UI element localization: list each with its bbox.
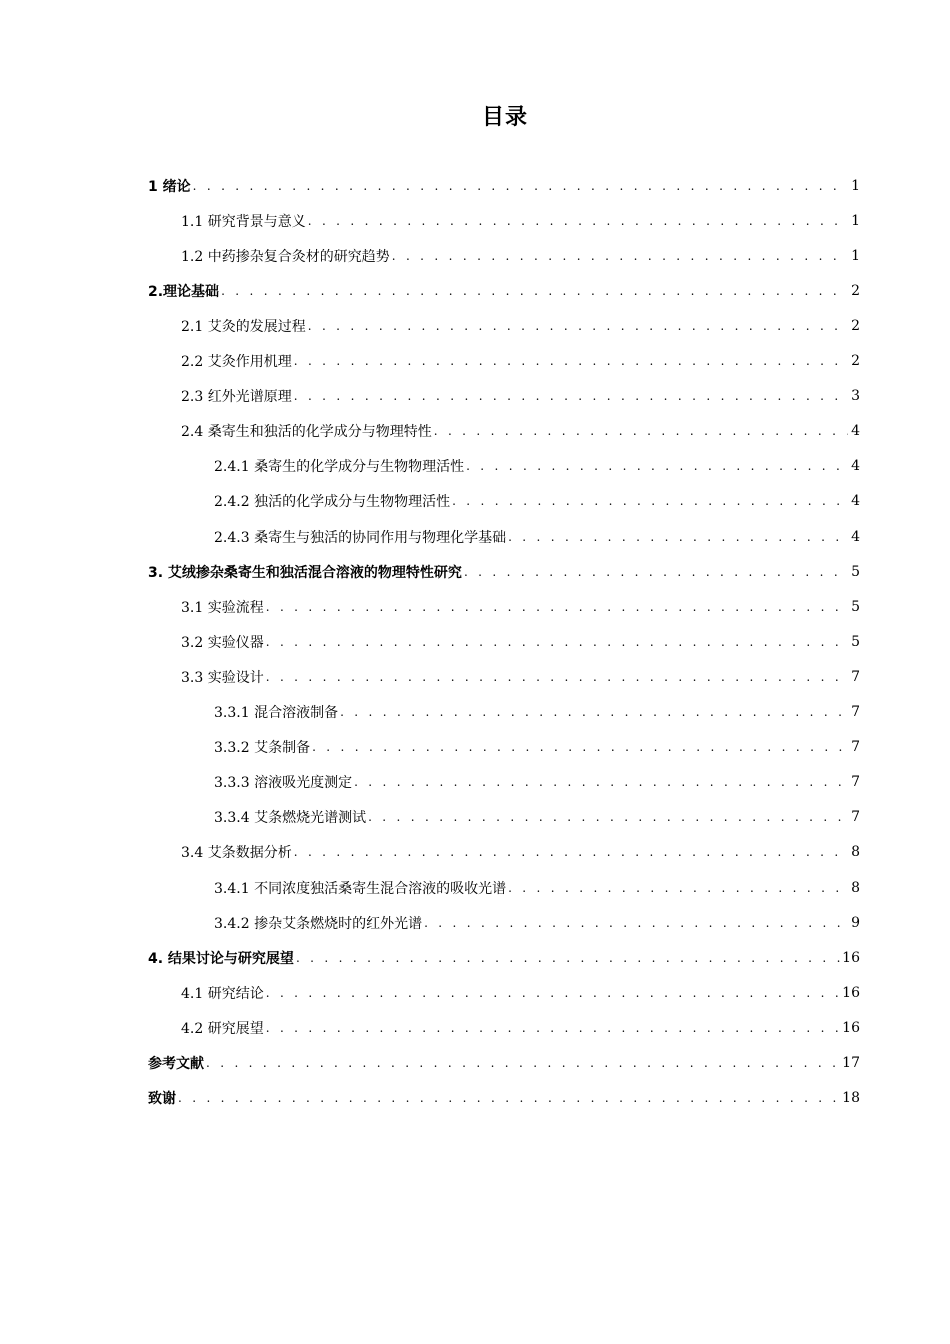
- toc-entry-label: 1.2 中药掺杂复合灸材的研究趋势: [181, 248, 390, 265]
- toc-dot-leader: [508, 530, 848, 544]
- toc-entry[interactable]: [181, 659, 860, 694]
- toc-title: 目录: [481, 105, 528, 130]
- toc-dot-leader: [266, 600, 848, 614]
- toc-entry[interactable]: [214, 905, 860, 940]
- toc-entry[interactable]: [181, 1010, 860, 1045]
- toc-dot-leader: [312, 740, 848, 754]
- toc-entry[interactable]: [181, 379, 860, 414]
- toc-dot-leader: [308, 214, 848, 228]
- toc-dot-leader: [466, 459, 848, 473]
- toc-entry-page-number: 1: [851, 177, 860, 194]
- toc-dot-leader: [206, 1056, 840, 1070]
- toc-entry-page-number: 17: [842, 1055, 860, 1071]
- toc-entry-label: 1 绪论: [148, 178, 191, 195]
- toc-entry[interactable]: [181, 344, 860, 379]
- toc-entry-label: 3.3.4 艾条燃烧光谱测试: [214, 810, 367, 827]
- toc-entry-label: 4. 结果讨论与研究展望: [148, 950, 294, 967]
- toc-dot-leader: [221, 284, 848, 298]
- toc-entry-page-number: 4: [851, 458, 860, 475]
- toc-entry-label: 2.4 桑寄生和独活的化学成分与物理特性: [181, 424, 432, 441]
- toc-dot-leader: [308, 319, 848, 333]
- toc-entry-page-number: 18: [842, 1090, 860, 1107]
- toc-entry-page-number: 7: [851, 668, 860, 685]
- toc-entry[interactable]: [181, 238, 860, 273]
- toc-entry-page-number: 1: [851, 212, 860, 229]
- toc-entry[interactable]: [214, 695, 860, 730]
- toc-entry-label: 3.4 艾条数据分析: [181, 845, 292, 862]
- toc-entry[interactable]: [148, 1081, 860, 1116]
- toc-entry-label: 2.2 艾灸作用机理: [181, 354, 292, 370]
- toc-entry-page-number: 2: [851, 282, 860, 299]
- toc-entry[interactable]: [148, 168, 860, 203]
- toc-entry-page-number: 16: [842, 949, 860, 966]
- toc-dot-leader: [296, 951, 840, 965]
- toc-dot-leader: [354, 775, 848, 789]
- toc-entry-page-number: 8: [851, 879, 860, 896]
- toc-entry-page-number: 7: [851, 739, 860, 756]
- toc-dot-leader: [193, 179, 848, 193]
- toc-dot-leader: [434, 424, 848, 438]
- toc-dot-leader: [266, 1021, 840, 1035]
- toc-entry-label: 4.2 研究展望: [181, 1020, 264, 1037]
- toc-entry-label: 2.4.1 桑寄生的化学成分与生物物理活性: [214, 459, 465, 476]
- toc-dot-leader: [178, 1091, 840, 1105]
- toc-entry[interactable]: [181, 414, 860, 449]
- toc-dot-leader: [294, 389, 848, 403]
- toc-entry-page-number: 1: [851, 247, 860, 264]
- toc-entry[interactable]: [148, 554, 860, 589]
- toc-entry-label: 参考文献: [148, 1056, 204, 1072]
- toc-entry[interactable]: [214, 519, 860, 554]
- toc-entry-label: 2.4.2 独活的化学成分与生物物理活性: [214, 494, 451, 511]
- toc-entry-label: 2.理论基础: [148, 283, 220, 300]
- toc-entry-label: 3. 艾绒掺杂桑寄生和独活混合溶液的物理特性研究: [148, 564, 462, 581]
- toc-entry[interactable]: [181, 589, 860, 624]
- toc-entry[interactable]: [181, 624, 860, 659]
- toc-entry-page-number: 3: [851, 388, 860, 405]
- toc-entry-label: 2.4.3 桑寄生与独活的协同作用与物理化学基础: [214, 529, 507, 546]
- toc-dot-leader: [508, 881, 848, 895]
- toc-entry-label: 1.1 研究背景与意义: [181, 213, 306, 230]
- toc-entry[interactable]: [181, 975, 860, 1010]
- toc-dot-leader: [424, 916, 848, 930]
- toc-dot-leader: [294, 845, 848, 859]
- toc-entry[interactable]: [214, 765, 860, 800]
- toc-entry-page-number: 16: [842, 1019, 860, 1036]
- toc-entry-label: 2.1 艾灸的发展过程: [181, 318, 306, 335]
- toc-dot-leader: [266, 635, 848, 649]
- toc-entry-label: 2.3 红外光谱原理: [181, 389, 292, 406]
- toc-entry-label: 3.3 实验设计: [181, 669, 264, 686]
- toc-entry-page-number: 16: [842, 984, 860, 1001]
- toc-entry-page-number: 5: [851, 563, 860, 580]
- toc-entry-page-number: 2: [851, 317, 860, 334]
- toc-entry[interactable]: [148, 940, 860, 975]
- toc-entry-label: 3.3.2 艾条制备: [214, 740, 311, 757]
- toc-entry[interactable]: [214, 449, 860, 484]
- toc-entry-page-number: 7: [851, 774, 860, 791]
- toc-entry-page-number: 9: [851, 914, 860, 931]
- toc-dot-leader: [368, 810, 848, 824]
- toc-dot-leader: [452, 494, 848, 508]
- toc-entry[interactable]: [181, 203, 860, 238]
- toc-entry-page-number: 4: [851, 423, 860, 440]
- toc-dot-leader: [266, 670, 848, 684]
- toc-entry-label: 4.1 研究结论: [181, 985, 264, 1002]
- toc-entry-page-number: 2: [851, 353, 860, 369]
- toc-entry-label: 3.2 实验仪器: [181, 634, 264, 651]
- toc-entry[interactable]: [214, 870, 860, 905]
- toc-entry-page-number: 7: [851, 704, 860, 720]
- toc-entry[interactable]: [214, 484, 860, 519]
- toc-entry[interactable]: [181, 835, 860, 870]
- toc-entry-label: 3.4.2 掺杂艾条燃烧时的红外光谱: [214, 915, 423, 932]
- toc-entry-label: 3.3.1 混合溶液制备: [214, 705, 339, 721]
- toc-entry[interactable]: [181, 308, 860, 343]
- toc-dot-leader: [266, 986, 840, 1000]
- toc-entry-page-number: 4: [851, 493, 860, 510]
- toc-dot-leader: [464, 565, 848, 579]
- toc-entry-label: 3.4.1 不同浓度独活桑寄生混合溶液的吸收光谱: [214, 880, 507, 897]
- toc-entry[interactable]: [214, 730, 860, 765]
- toc-entry-page-number: 5: [851, 633, 860, 650]
- toc-entry-page-number: 5: [851, 598, 860, 615]
- toc-entry[interactable]: [148, 273, 860, 308]
- toc-entry-page-number: 8: [851, 844, 860, 861]
- toc-dot-leader: [392, 249, 848, 263]
- toc-entry-label: 致谢: [148, 1091, 176, 1108]
- toc-dot-leader: [340, 705, 848, 719]
- toc-entry[interactable]: [214, 800, 860, 835]
- toc-entry-label: 3.3.3 溶液吸光度测定: [214, 775, 353, 792]
- toc-dot-leader: [294, 354, 848, 368]
- toc-entry-page-number: 4: [851, 528, 860, 545]
- toc-entry-label: 3.1 实验流程: [181, 599, 264, 616]
- toc-entry[interactable]: [148, 1046, 860, 1081]
- toc-entry-page-number: 7: [851, 809, 860, 826]
